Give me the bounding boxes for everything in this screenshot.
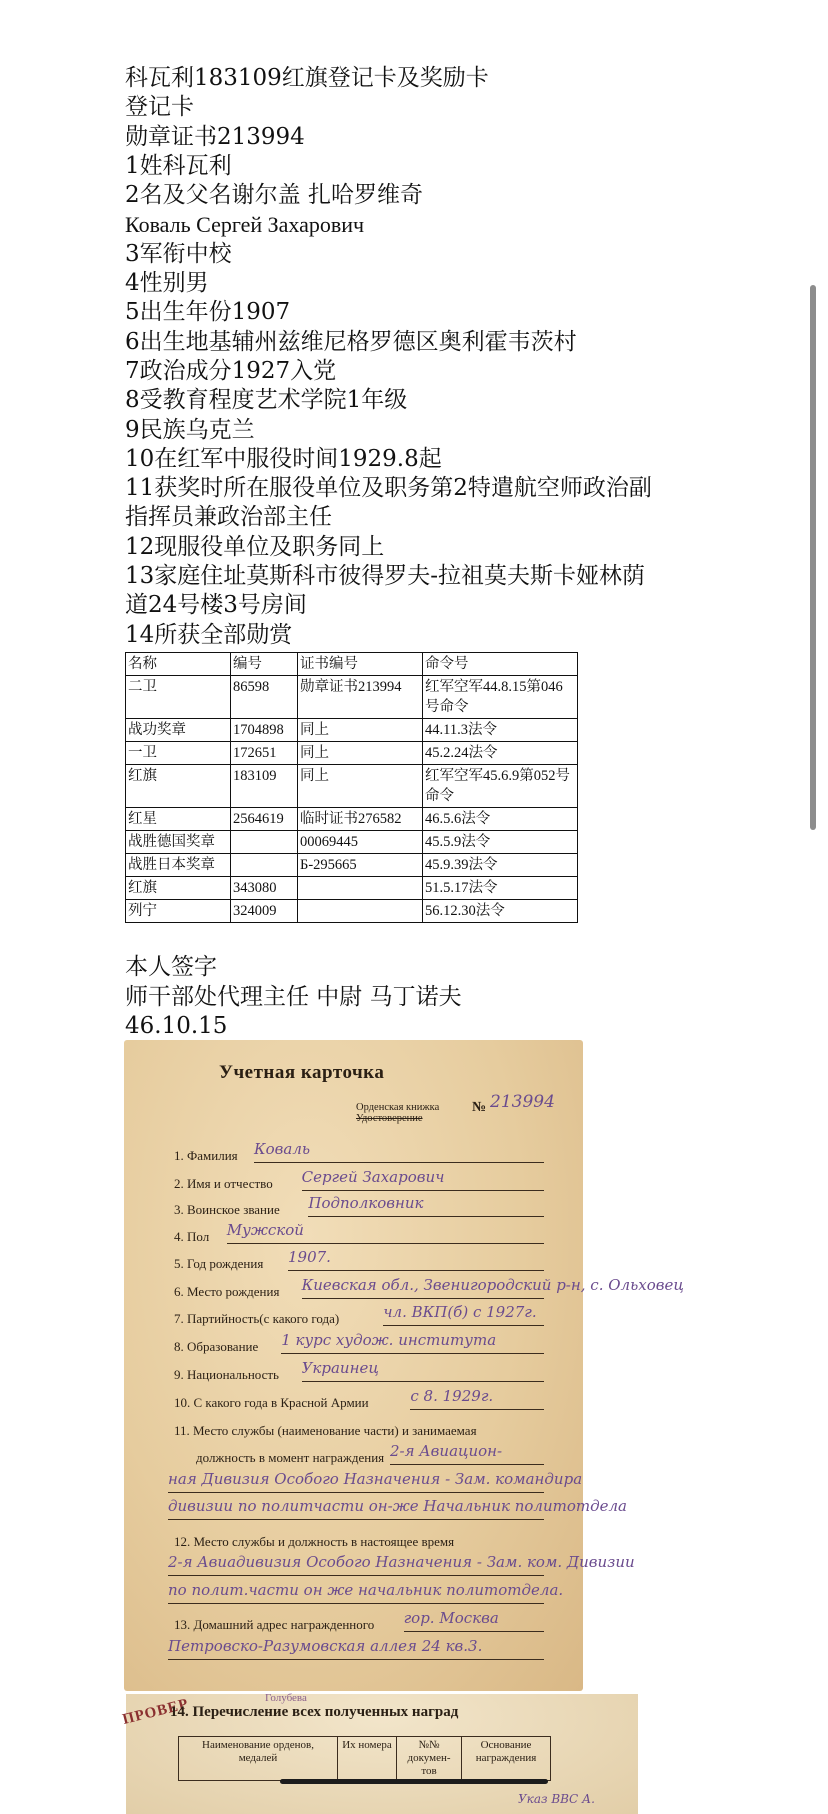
card2-col-header: Их номера (338, 1737, 397, 1781)
card-field-label: 6. Место рождения (174, 1284, 280, 1299)
awards-cell: 1704898 (231, 719, 298, 742)
card-field-value: дивизии по политчасти он-же Начальник политотдела (168, 1497, 627, 1515)
card-field-label: 2. Имя и отчество (174, 1176, 273, 1191)
booklet-line-1: Орденская книжка (356, 1102, 440, 1113)
card-field-rule (168, 1659, 544, 1660)
awards-header-cell: 名称 (126, 653, 231, 676)
card-field-rule (168, 1519, 544, 1520)
awards-cell: 勋章证书213994 (298, 676, 423, 719)
card-field-rule (288, 1270, 544, 1271)
awards-cell: 战胜德国奖章 (126, 831, 231, 854)
scrollbar[interactable] (810, 285, 816, 830)
awards-row (126, 765, 578, 808)
card-field-label: 8. Образование (174, 1339, 259, 1354)
card-field-value: 1 курс худож. института (281, 1331, 497, 1349)
card-field-label: 13. Домашний адрес награжденного (174, 1617, 375, 1632)
text-line: 6出生地基辅州兹维尼格罗德区奥利霍韦茨村 (125, 328, 577, 355)
card-field-rule (168, 1603, 544, 1604)
awards-cell: 二卫 (126, 676, 231, 719)
awards-cell (298, 877, 423, 900)
card-field-label: 4. Пол (174, 1229, 210, 1244)
card2-table (178, 1736, 551, 1781)
awards-cell: 324009 (231, 900, 298, 923)
card2-col-header: Основание награждения (462, 1737, 551, 1781)
text-line: 科瓦利183109红旗登记卡及奖励卡 (125, 65, 489, 91)
awards-cell: 45.9.39法令 (423, 854, 578, 877)
card2-heading: 14. Перечисление всех полученных наград (170, 1704, 459, 1720)
card-field-rule (390, 1464, 544, 1465)
card-field-value: 2-я Авиацион- (390, 1442, 503, 1460)
text-line: 4性别男 (125, 270, 209, 297)
card-field-label: 11. Место службы (наименование части) и занимаемая (174, 1423, 477, 1438)
awards-row (126, 854, 578, 877)
text-line: 7政治成分1927入党 (125, 357, 337, 384)
text-line: 1姓科瓦利 (125, 152, 232, 179)
awards-cell: 51.5.17法令 (423, 877, 578, 900)
awards-row (126, 831, 578, 854)
awards-cell (231, 854, 298, 877)
awards-cell: 红军空军45.6.9第052号命令 (423, 765, 578, 808)
text-line: 勋章证书213994 (125, 123, 305, 150)
awards-row (126, 900, 578, 923)
text-line: 13家庭住址莫斯科市彼得罗夫-拉祖莫夫斯卡娅林荫 (125, 563, 646, 590)
home-indicator[interactable] (280, 1779, 548, 1784)
awards-card-scan (120, 1692, 638, 1814)
text-line: 11获奖时所在服役单位及职务第2特遣航空师政治副 (125, 475, 652, 502)
card-field-label: 10. С какого года в Красной Армии (174, 1395, 369, 1410)
awards-header-cell: 证书编号 (298, 653, 423, 676)
card-field-value: Украинец (301, 1359, 379, 1377)
card-field-value: чл. ВКП(б) с 1927г. (383, 1303, 537, 1321)
awards-cell: 00069445 (298, 831, 423, 854)
card-field-rule (168, 1575, 544, 1576)
awards-cell: Б-295665 (298, 854, 423, 877)
awards-cell: 同上 (298, 742, 423, 765)
awards-cell: 46.5.6法令 (423, 808, 578, 831)
card-field-rule (383, 1325, 544, 1326)
text-line: 3军衔中校 (125, 240, 232, 267)
card-field-value: 2-я Авиадивизия Особого Назначения - Зам. ком. Дивизии (168, 1553, 635, 1571)
card-field-value: ная Дивизия Особого Назначения - Зам. командира (168, 1470, 583, 1488)
card-field-label: 7. Партийность(с какого года) (174, 1311, 340, 1326)
card-field-value: с 8. 1929г. (410, 1387, 494, 1405)
awards-cell: 同上 (298, 719, 423, 742)
registration-card-scan (124, 1040, 684, 1691)
text-line: 10在红军中服役时间1929.8起 (125, 445, 442, 472)
awards-cell: 2564619 (231, 808, 298, 831)
card-field-label: 1. Фамилия (174, 1148, 238, 1163)
awards-cell: 战胜日本奖章 (126, 854, 231, 877)
card-field-rule (227, 1243, 544, 1244)
awards-cell (298, 900, 423, 923)
awards-cell: 44.11.3法令 (423, 719, 578, 742)
booklet-label (356, 1102, 439, 1124)
awards-cell: 临时证书276582 (298, 808, 423, 831)
card-field-label: должность в момент награждения (196, 1450, 385, 1465)
awards-row (126, 877, 578, 900)
number-label: № (472, 1100, 487, 1115)
awards-cell: 同上 (298, 765, 423, 808)
awards-cell: 183109 (231, 765, 298, 808)
card-field-value: Сергей Захарович (301, 1168, 445, 1186)
text-line: 5出生年份1907 (125, 299, 291, 326)
card-field-label: 12. Место службы и должность в настоящее время (174, 1534, 455, 1549)
card-field-rule (281, 1353, 544, 1354)
awards-cell (231, 831, 298, 854)
card-field-rule (302, 1298, 544, 1299)
card-field-value: 1907. (288, 1248, 331, 1266)
booklet-line-2: Удостоверение (356, 1113, 423, 1124)
card-field-value: Мужской (226, 1221, 304, 1239)
awards-row (126, 742, 578, 765)
text-line: 指挥员兼政治部主任 (125, 504, 332, 531)
card2-col-header: №№ докумен-тов (397, 1737, 462, 1781)
signature-line: 46.10.15 (125, 1013, 228, 1039)
awards-row (126, 719, 578, 742)
awards-cell: 172651 (231, 742, 298, 765)
check-stamp: ПРОВЕР (120, 1696, 191, 1728)
awards-table (125, 652, 578, 923)
text-line: Коваль Сергей Захарович (125, 212, 365, 238)
awards-cell: 红旗 (126, 877, 231, 900)
card-field-value: Киевская обл., Звенигородский р-н, с. Ольховец (301, 1276, 684, 1294)
card-field-rule (302, 1190, 544, 1191)
card-field-label: 3. Воинское звание (174, 1202, 280, 1217)
awards-cell: 45.5.9法令 (423, 831, 578, 854)
awards-cell: 列宁 (126, 900, 231, 923)
registration-text (125, 64, 725, 650)
text-line: 道24号楼3号房间 (125, 592, 307, 619)
card-field-value: гор. Москва (403, 1609, 499, 1627)
awards-cell: 45.2.24法令 (423, 742, 578, 765)
card-field-value: Петровско-Разумовская аллея 24 кв.3. (168, 1637, 483, 1655)
awards-header-cell: 编号 (231, 653, 298, 676)
card-field-rule (254, 1162, 544, 1163)
signature-line: 师干部处代理主任 中尉 马丁诺夫 (125, 983, 462, 1010)
awards-cell: 56.12.30法令 (423, 900, 578, 923)
awards-cell: 一卫 (126, 742, 231, 765)
signature-line: 本人签字 (125, 954, 217, 980)
card-field-label: 5. Год рождения (174, 1256, 264, 1271)
card-field-rule (302, 1381, 544, 1382)
card-field-value: по полит.части он же начальник политотдела. (168, 1581, 564, 1599)
awards-cell: 343080 (231, 877, 298, 900)
text-line: 8受教育程度艺术学院1年级 (125, 387, 408, 414)
signature-block (125, 953, 725, 1042)
card-field-value: Подполковник (308, 1194, 424, 1212)
text-line: 14所获全部勋赏 (125, 621, 293, 648)
awards-cell: 红旗 (126, 765, 231, 808)
stamp-name: Голубева (265, 1692, 307, 1704)
awards-row (126, 676, 578, 719)
text-line: 12现服役单位及职务同上 (125, 533, 385, 560)
card-field-label: 9. Национальность (174, 1367, 279, 1382)
awards-row (126, 808, 578, 831)
card-field-value: Коваль (254, 1140, 311, 1158)
card2-hand-value: Указ ВВС А. (518, 1792, 595, 1806)
awards-cell: 红星 (126, 808, 231, 831)
awards-cell: 战功奖章 (126, 719, 231, 742)
card-field-rule (404, 1631, 544, 1632)
text-line: 登记卡 (125, 94, 194, 121)
awards-cell: 86598 (231, 676, 298, 719)
text-line: 2名及父名谢尔盖 扎哈罗维奇 (125, 182, 423, 209)
card2-col-header: Наименование орденов, медалей (179, 1737, 338, 1781)
card-title: Учетная карточка (219, 1062, 385, 1083)
awards-header-cell: 命令号 (423, 653, 578, 676)
card-field-rule (410, 1409, 544, 1410)
awards-cell: 红军空军44.8.15第046号命令 (423, 676, 578, 719)
text-line: 9民族乌克兰 (125, 416, 255, 443)
card-field-rule (308, 1216, 544, 1217)
handwritten-number: 213994 (490, 1092, 555, 1112)
card-field-rule (168, 1492, 544, 1493)
